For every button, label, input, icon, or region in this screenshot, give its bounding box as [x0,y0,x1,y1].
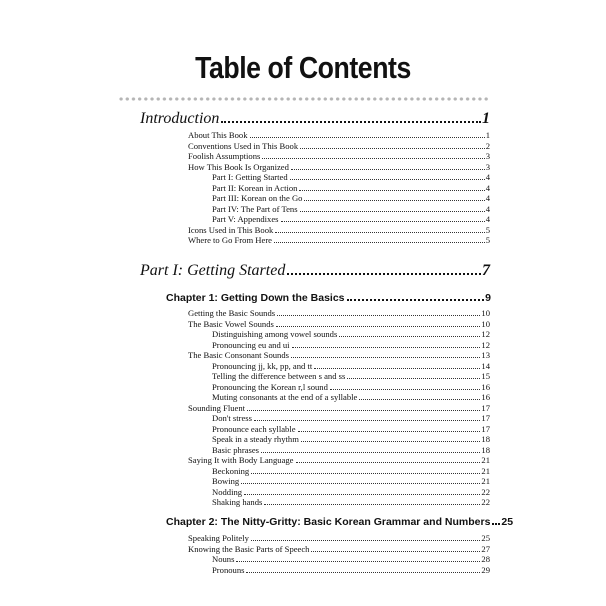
dot-leader [251,540,481,541]
toc-entry-title: Part IV: The Part of Tens [212,203,298,214]
toc-page-number: 22 [481,486,490,497]
toc-page-number: 4 [485,182,490,193]
toc-entry-row[interactable] [188,151,490,162]
toc-entry-title: How This Book Is Organized [188,161,289,172]
toc-entry-row[interactable] [188,141,490,152]
dot-leader [262,158,484,159]
toc-sub-row[interactable] [212,487,490,498]
dot-leader [244,494,480,495]
toc-chapter-row[interactable] [166,516,514,528]
toc-entry-title: Part III: Korean on the Go [212,193,303,203]
toc-entry-title: Introduction [140,110,220,127]
toc-sub-row[interactable] [212,434,490,445]
toc-entry-row[interactable] [188,455,490,466]
dot-leader [254,420,480,421]
dot-leader [314,368,480,369]
dot-leader [291,357,480,358]
toc-page-number: 5 [485,224,490,235]
toc-entry-row[interactable] [188,308,490,319]
dot-leader [264,504,480,505]
toc-sub-row[interactable] [212,329,490,340]
toc-entry-title: Bowing [212,476,240,486]
toc-entry-title: Icons Used in This Book [188,224,274,235]
toc-entry-row[interactable] [188,350,490,361]
dot-leader [261,452,480,453]
dot-leader [241,483,480,484]
toc-part-row[interactable] [140,110,490,128]
dot-leader [221,121,481,123]
toc-entry-title: Pronouncing jj, kk, pp, and tt [212,360,313,371]
toc-sub-row[interactable] [212,476,490,487]
toc-page-number: 25 [501,516,514,528]
toc-entry-title: Shaking hands [212,497,263,507]
toc-page-number: 12 [481,329,490,339]
toc-page-number: 17 [481,413,490,423]
toc-entry-title: Telling the difference between s and ss [212,371,346,381]
toc-sub-row[interactable] [212,565,490,576]
toc-page-number: 5 [485,235,490,245]
toc-entry-title: Part I: Getting Started [140,262,286,279]
toc-page-number: 12 [481,339,490,350]
toc-page-number: 16 [481,381,490,392]
decorative-dot-rule [118,96,490,102]
dot-leader [296,462,481,463]
toc-entry-title: Chapter 1: Getting Down the Basics [166,292,345,304]
dot-leader [290,179,485,180]
toc-entry-title: The Basic Consonant Sounds [188,350,289,360]
toc-sub-row[interactable] [212,172,490,183]
toc-entry-row[interactable] [188,162,490,173]
toc-entry-title: Part V: Appendixes [212,214,279,224]
toc-page-number: 4 [485,203,490,214]
toc-entry-title: Pronouns [212,564,245,575]
dot-leader [287,273,481,275]
toc-entry-title: Foolish Assumptions [188,151,261,161]
toc-entry-title: Nodding [212,486,243,497]
toc-page-number: 1 [482,110,490,127]
toc-part-row[interactable] [140,262,490,280]
toc-entry-title: Conventions Used in This Book [188,140,299,151]
toc-page-number: 21 [481,455,490,465]
toc-page-number: 4 [485,172,490,182]
dot-leader [299,190,484,191]
toc-entry-row[interactable] [188,225,490,236]
toc-entry-title: Knowing the Basic Parts of Speech [188,543,310,554]
toc-entry-title: Nouns [212,554,235,564]
toc-entry-title: Pronouncing eu and ui [212,339,290,350]
toc-entry-title: Don't stress [212,413,252,423]
toc-sub-row[interactable] [212,466,490,477]
toc-page-number: 7 [482,262,490,279]
toc-page-number: 16 [481,392,490,402]
toc-sub-row[interactable] [212,193,490,204]
toc-entry-row[interactable] [188,319,490,330]
dot-leader [347,299,485,301]
toc-entry-title: Distinguishing among vowel sounds [212,329,338,339]
toc-page-number: 28 [481,554,490,564]
dot-leader [298,431,481,432]
toc-entry-title: Pronounce each syllable [212,423,296,434]
dot-leader [281,221,485,222]
dot-leader [304,200,484,201]
dot-leader [347,378,480,379]
toc-entry-row[interactable] [188,235,490,246]
toc-page-number: 21 [481,476,490,486]
toc-page-number: 3 [485,151,490,161]
toc-sub-row[interactable] [212,340,490,351]
dot-leader [276,326,481,327]
toc-page-number: 18 [481,444,490,455]
dot-leader [359,399,480,400]
toc-page-number: 10 [481,308,490,318]
dot-leader [251,473,480,474]
dot-leader [300,211,485,212]
toc-entry-row[interactable] [188,403,490,414]
dot-leader [291,169,485,170]
toc-chapter-row[interactable] [166,292,491,304]
toc-sub-row[interactable] [212,392,490,403]
toc-sub-row[interactable] [212,424,490,435]
toc-entry-title: Where to Go From Here [188,235,272,245]
toc-entry-title: Speak in a steady rhythm [212,434,299,444]
dot-leader [311,551,480,552]
toc-page-number: 13 [481,350,490,360]
toc-page-number: 18 [481,434,490,444]
toc-sub-row[interactable] [212,445,490,456]
toc-sub-row[interactable] [212,204,490,215]
toc-entry-title: Beckoning [212,465,250,476]
toc-page-number: 21 [481,465,490,476]
toc-entry-title: Speaking Politely [188,533,249,543]
toc-page-number: 27 [481,543,490,554]
toc-page-number: 15 [481,371,490,381]
dot-leader [246,572,480,573]
page-title: Table of Contents [195,50,411,85]
toc-entry-title: Part II: Korean in Action [212,182,298,193]
dot-leader [330,389,481,390]
toc-page-number: 2 [485,140,490,151]
toc-page-number: 29 [481,564,490,575]
toc-entry-title: Part I: Getting Started [212,172,288,182]
toc-entry-title: Chapter 2: The Nitty-Gritty: Basic Korean Grammar and Numbers [166,516,491,528]
toc-page-number: 10 [481,318,490,329]
toc-page-number: 3 [485,161,490,172]
toc-sub-row[interactable] [212,183,490,194]
dot-leader [247,410,480,411]
toc-page-number: 25 [481,533,490,543]
toc-entry-title: About This Book [188,130,248,140]
dot-leader [236,561,480,562]
dot-leader [492,523,500,525]
toc-entry-title: Basic phrases [212,444,260,455]
toc-entry-row[interactable] [188,544,490,555]
dot-leader [275,232,484,233]
toc-entry-row[interactable] [188,130,490,141]
toc-sub-row[interactable] [212,554,490,565]
toc-page-number: 4 [485,193,490,203]
toc-page-number: 17 [481,402,490,413]
dot-leader [301,441,481,442]
toc-page-number: 9 [485,292,491,304]
toc-entry-title: Saying It with Body Language [188,455,294,465]
toc-page-number: 14 [481,360,490,371]
toc-sub-row[interactable] [212,497,490,508]
toc-page-number: 17 [481,423,490,434]
dot-leader [250,137,485,138]
toc-sub-row[interactable] [212,382,490,393]
toc-entry-title: The Basic Vowel Sounds [188,318,274,329]
dot-leader [292,347,481,348]
toc-sub-row[interactable] [212,214,490,225]
toc-page-number: 1 [485,130,490,140]
toc-entry-title: Muting consonants at the end of a syllable [212,392,358,402]
toc-entry-title: Getting the Basic Sounds [188,308,276,318]
dot-leader [300,148,485,149]
dot-leader [277,315,480,316]
toc-entry-title: Sounding Fluent [188,402,246,413]
dot-leader [339,336,480,337]
toc-sub-row[interactable] [212,361,490,372]
toc-page-number: 4 [485,214,490,224]
dot-leader [274,242,485,243]
toc-entry-title: Pronouncing the Korean r,l sound [212,381,328,392]
toc-sub-row[interactable] [212,371,490,382]
toc-entry-row[interactable] [188,533,490,544]
toc-page-number: 22 [481,497,490,507]
toc-sub-row[interactable] [212,413,490,424]
